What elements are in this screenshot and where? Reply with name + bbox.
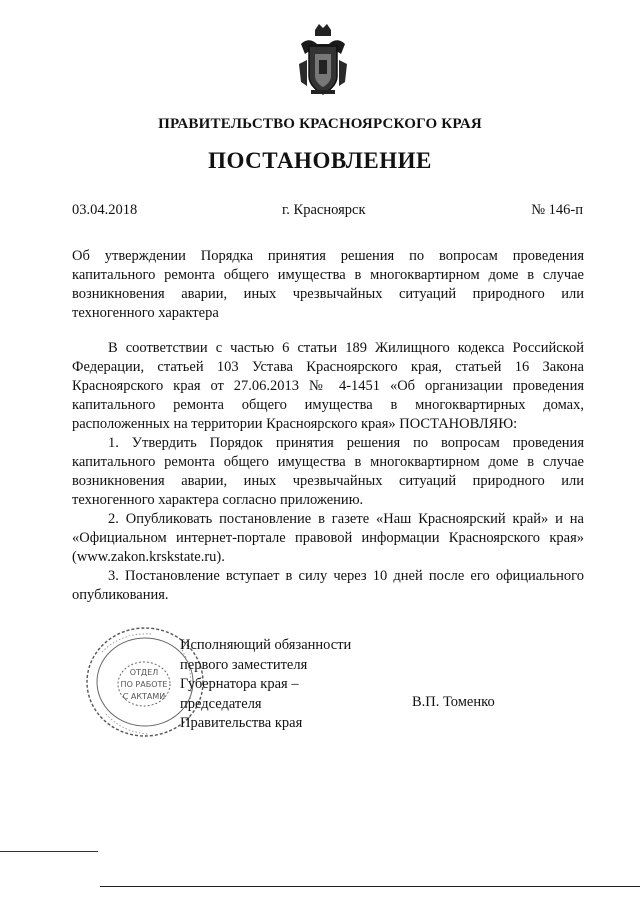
stamp-text-1: ОТДЕЛ: [129, 668, 159, 677]
document-body: [72, 339, 584, 605]
footer-divider-bottom: [100, 886, 640, 887]
stamp-text-3: С АКТАМИ: [122, 692, 166, 701]
item-3-paragraph: 3. Постановление вступает в силу через 10 дней после его официального опубликования.: [72, 568, 584, 603]
document-date: 03.04.2018: [72, 202, 138, 218]
item-1-paragraph: 1. Утвердить Порядок принятия решения по вопросам проведения капитального ремонта общего имущества в многоквартирном доме в случае возникновения аварии, иных чрезвычайных ситуаций природного или техногенного характера согласно приложению.: [72, 435, 584, 508]
signatory-line-4: председателя: [180, 695, 262, 712]
signatory-line-1: Исполняющий обязанности: [180, 637, 352, 653]
stamp-text-2: ПО РАБОТЕ: [120, 680, 168, 689]
coat-of-arms-icon: [297, 24, 349, 96]
document-type-title: ПОСТАНОВЛЕНИЕ: [208, 148, 432, 173]
preamble-paragraph: В соответствии с частью 6 статьи 189 Жилищного кодекса Российской Федерации, статьей 103 Устава Красноярского края, статьей 16 Закона Красноярского края от 27.06.2013 № 4-1451 «Об организации проведения капитального ремонта общего имущества в многоквартирных домах, расположенных на территории Красноярского края» ПОСТАНОВЛЯЮ:: [72, 340, 584, 432]
document-subject: Об утверждении Порядка принятия решения по вопросам проведения капитального ремонта общего имущества в многоквартирном доме в случае возникновения аварии, иных чрезвычайных ситуаций природного или техногенного характера: [72, 248, 584, 321]
signatory-line-2: первого заместителя: [180, 656, 308, 673]
document-city: г. Красноярск: [282, 202, 366, 218]
signatory-line-5: Правительства края: [180, 715, 303, 731]
signatory-line-3: Губернатора края –: [180, 676, 299, 692]
item-2-paragraph: 2. Опубликовать постановление в газете «Наш Красноярский край» и на «Официальном интернет-портале правовой информации Красноярского края» (www.zakon.krskstate.ru).: [72, 511, 584, 565]
signatory-position: [180, 636, 351, 734]
signatory-name: В.П. Томенко: [412, 694, 495, 710]
organization-title: ПРАВИТЕЛЬСТВО КРАСНОЯРСКОГО КРАЯ: [158, 116, 482, 132]
document-number: № 146-п: [531, 202, 583, 218]
footer-divider-left: [0, 851, 98, 852]
